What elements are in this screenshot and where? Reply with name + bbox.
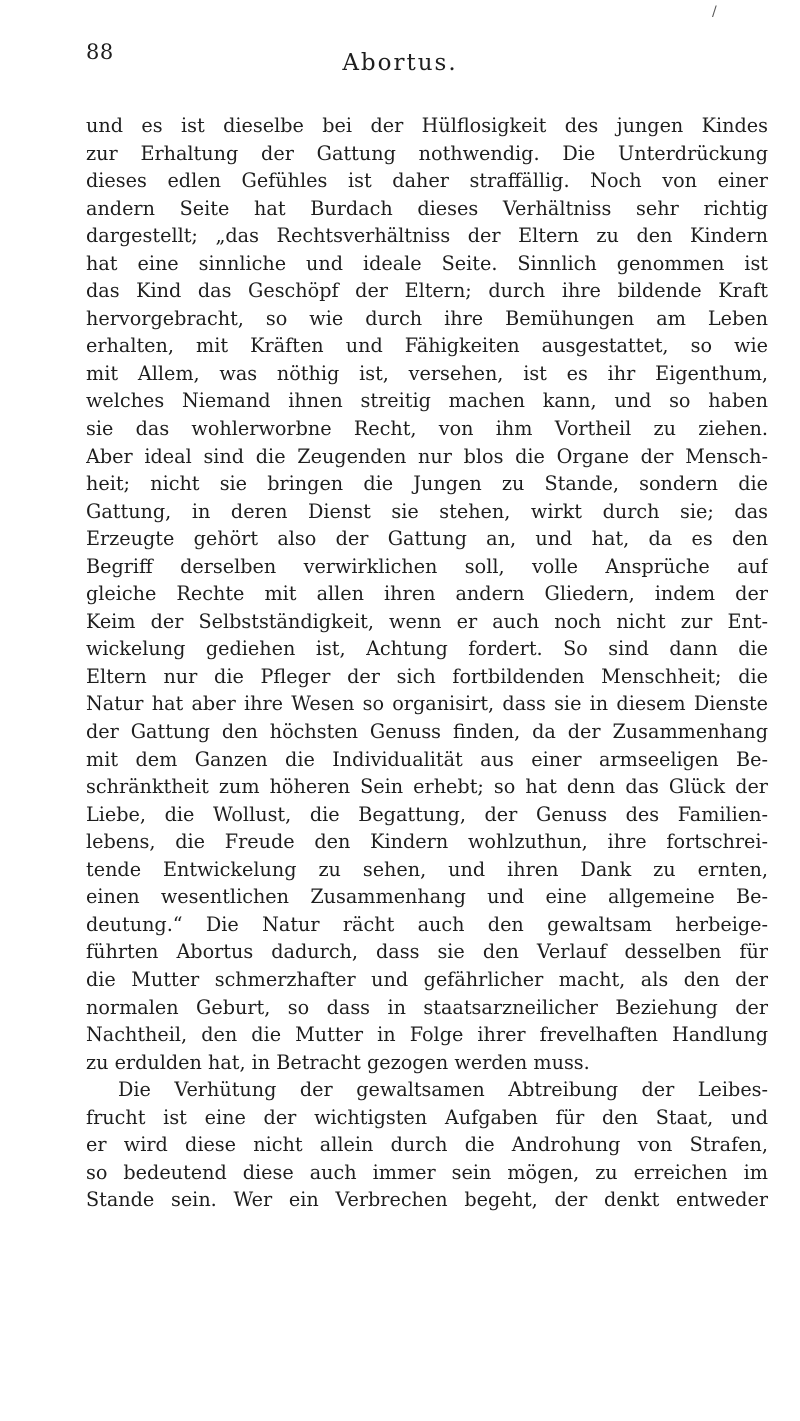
text-line: schränktheit zum höheren Sein erhebt; so hat denn das Glück der — [86, 775, 768, 799]
text-line: der Gattung den höchsten Genuss finden, da der Zusammenhang — [86, 720, 768, 744]
text-line: mit Allem, was nöthig ist, versehen, ist es ihr Eigenthum, — [86, 361, 768, 385]
text-line: Eltern nur die Pfleger der sich fortbildenden Menschheit; die — [86, 664, 768, 688]
text-line: Liebe, die Wollust, die Begattung, der Genuss des Familien- — [86, 802, 768, 826]
text-line: sie das wohlerworbne Recht, von ihm Vortheil zu ziehen. — [86, 417, 768, 441]
text-line: führten Abortus dadurch, dass sie den Verlauf desselben für — [86, 940, 768, 964]
running-head: Abortus. — [342, 50, 458, 76]
text-line: hat eine sinnliche und ideale Seite. Sinnlich genommen ist — [86, 251, 768, 275]
text-line: mit dem Ganzen die Individualität aus einer armseeligen Be- — [86, 747, 768, 771]
text-line: heit; nicht sie bringen die Jungen zu Stande, sondern die — [86, 472, 768, 496]
text-line: und es ist dieselbe bei der Hülflosigkeit des jungen Kindes — [86, 114, 768, 137]
text-line: deutung.“ Die Natur rächt auch den gewaltsam herbeige- — [86, 912, 768, 936]
text-line: frucht ist eine der wichtigsten Aufgaben für den Staat, und — [86, 1105, 768, 1129]
text-line: lebens, die Freude den Kindern wohlzuthun, ihre fortschrei- — [86, 830, 768, 854]
text-line: Stande sein. Wer ein Verbrechen begeht, der denkt entweder — [86, 1188, 768, 1212]
text-line: dieses edlen Gefühles ist daher straffällig. Noch von einer — [86, 169, 768, 193]
text-line: das Kind das Geschöpf der Eltern; durch ihre bildende Kraft — [86, 279, 768, 303]
text-line: andern Seite hat Burdach dieses Verhältniss sehr richtig — [86, 196, 768, 220]
text-line: Erzeugte gehört also der Gattung an, und hat, da es den — [86, 527, 768, 551]
corner-mark: / — [712, 4, 717, 20]
text-line: erhalten, mit Kräften und Fähigkeiten ausgestattet, so wie — [86, 334, 768, 358]
text-line: Die Verhütung der gewaltsamen Abtreibung der Leibes- — [118, 1078, 768, 1102]
text-line: Aber ideal sind die Zeugenden nur blos die Organe der Mensch- — [86, 444, 768, 468]
text-line: normalen Geburt, so dass in staatsarzneilicher Beziehung der — [86, 995, 768, 1019]
page-number: 88 — [86, 40, 114, 64]
text-line: Natur hat aber ihre Wesen so organisirt, dass sie in diesem Dienste — [86, 692, 768, 716]
text-line: gleiche Rechte mit allen ihren andern Gliedern, indem der — [86, 582, 768, 606]
text-line: welches Niemand ihnen streitig machen kann, und so haben — [86, 389, 768, 413]
text-line: einen wesentlichen Zusammenhang und eine allgemeine Be- — [86, 885, 768, 909]
text-line: Nachtheil, den die Mutter in Folge ihrer frevelhaften Handlung — [86, 1023, 768, 1047]
text-line: wickelung gediehen ist, Achtung fordert. So sind dann die — [86, 637, 768, 661]
text-line: Begriff derselben verwirklichen soll, volle Ansprüche auf — [86, 554, 768, 578]
text-line: die Mutter schmerzhafter und gefährlicher macht, als den der — [86, 967, 768, 991]
text-line: hervorgebracht, so wie durch ihre Bemühungen am Leben — [86, 306, 768, 330]
text-line: Gattung, in deren Dienst sie stehen, wirkt durch sie; das — [86, 499, 768, 523]
text-line: Keim der Selbstständigkeit, wenn er auch noch nicht zur Ent- — [86, 609, 768, 633]
text-line: dargestellt; „das Rechtsverhältniss der Eltern zu den Kindern — [86, 224, 768, 248]
text-line: so bedeutend diese auch immer sein mögen, zu erreichen im — [86, 1160, 768, 1184]
text-line: tende Entwickelung zu sehen, und ihren Dank zu ernten, — [86, 857, 768, 881]
text-line: zu erdulden hat, in Betracht gezogen werden muss. — [86, 1050, 590, 1074]
text-line: zur Erhaltung der Gattung nothwendig. Die Unterdrückung — [86, 141, 768, 165]
text-line: er wird diese nicht allein durch die Androhung von Strafen, — [86, 1133, 768, 1157]
body-text — [86, 112, 768, 1214]
